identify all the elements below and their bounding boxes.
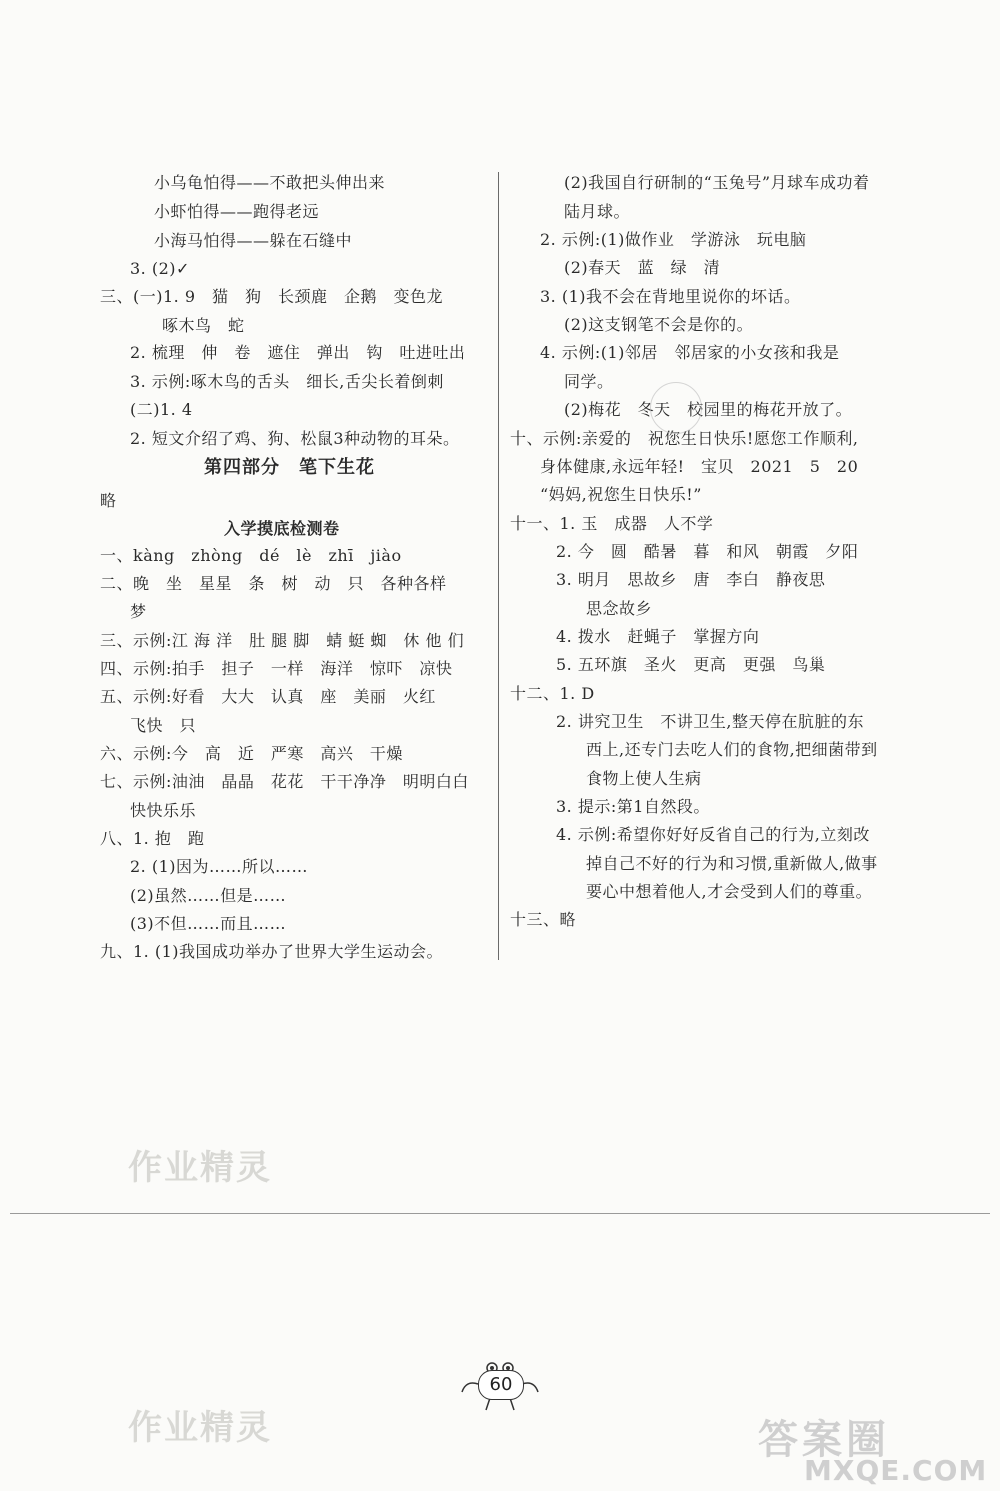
text-line: 2. 示例:(1)做作业 学游泳 玩电脑 [540,230,807,249]
text-line: 思念故乡 [586,599,653,618]
section-heading: 第四部分 笔下生花 [204,457,375,478]
text-line: 4. 拨水 赶蝇子 掌握方向 [556,627,760,646]
text-line: 2. 梳理 伸 卷 遮住 弹出 钩 吐进吐出 [130,343,466,362]
text-line: 小海马怕得——躲在石缝中 [154,231,353,250]
text-line: (2)这支钢笔不会是你的。 [564,315,754,334]
logo-text: 答案圈 [758,1417,890,1463]
text-line: 3. 明月 思故乡 唐 李白 静夜思 [556,570,826,589]
page-number: 60 [478,1370,524,1400]
text-line: 快快乐乐 [130,801,197,820]
page-number-badge [452,1362,548,1412]
text-line: 同学。 [564,372,614,391]
text-line: 略 [100,491,117,510]
text-line: 五、示例:好看 大大 认真 座 美丽 火红 [100,687,436,706]
text-line: 一、kàng zhòng dé lè zhī jiào [100,546,402,565]
text-line: 4. 示例:希望你好好反省自己的行为,立刻改 [556,825,870,844]
text-line: “妈妈,祝您生日快乐!” [540,485,702,504]
text-line: 小乌龟怕得——不敢把头伸出来 [154,173,386,192]
text-line: (3)不但……而且…… [130,914,287,933]
text-line: 5. 五环旗 圣火 更高 更强 鸟巢 [556,655,826,674]
text-line: 陆月球。 [564,202,631,221]
column-divider [498,172,499,960]
text-line: 掉自己不好的行为和习惯,重新做人,做事 [586,854,878,873]
text-line: (2)虽然……但是…… [130,886,287,905]
text-line: 六、示例:今 高 近 严寒 高兴 干燥 [100,744,403,763]
text-line: 四、示例:拍手 担子 一样 海洋 惊吓 凉快 [100,659,453,678]
text-line: 2. (1)因为……所以…… [130,857,309,876]
logo-url: MXQE.COM [804,1454,988,1487]
text-line: 3. (1)我不会在背地里说你的坏话。 [540,287,801,306]
text-line: 2. 短文介绍了鸡、狗、松鼠3种动物的耳朵。 [130,429,460,448]
text-line: 十三、略 [510,910,577,929]
text-line: 2. 讲究卫生 不讲卫生,整天停在肮脏的东 [556,712,864,731]
text-line: 十一、1. 玉 成器 人不学 [510,514,714,533]
text-line: 西上,还专门去吃人们的食物,把细菌带到 [586,740,878,759]
text-line: 3. 示例:啄木鸟的舌头 细长,舌尖长着倒刺 [130,372,444,391]
text-line: 小虾怕得——跑得老远 [154,202,320,221]
text-line: 二、晚 坐 星星 条 树 动 只 各种各样 [100,574,447,593]
text-line: 要心中想着他人,才会受到人们的尊重。 [586,882,873,901]
text-line: 八、1. 抱 跑 [100,829,205,848]
text-line: 十、示例:亲爱的 祝您生日快乐!愿您工作顺利, [510,429,859,448]
text-line: (二)1. 4 [130,400,193,419]
text-line: 食物上使人生病 [586,769,702,788]
text-line: 3. (2)✓ [130,259,190,278]
text-line: (2)梅花 冬天 校园里的梅花开放了。 [564,400,853,419]
text-line: (2)春天 蓝 绿 清 [564,258,721,277]
faint-stamp [650,382,702,434]
section-subheading: 入学摸底检测卷 [224,519,340,538]
text-line: 梦 [130,602,147,621]
corner-logo [738,1408,998,1488]
watermark-text: 作业精灵 [128,1148,272,1188]
text-line: 七、示例:油油 晶晶 花花 干干净净 明明白白 [100,772,469,791]
text-line: 三、示例:江 海 洋 肚 腿 脚 蜻 蜓 蜘 休 他 们 [100,631,465,650]
text-line: 2. 今 圆 酷暑 暮 和风 朝霞 夕阳 [556,542,859,561]
text-line: 九、1. (1)我国成功举办了世界大学生运动会。 [100,942,444,961]
text-line: 十二、1. D [510,684,595,703]
text-line: 三、(一)1. 9 猫 狗 长颈鹿 企鹅 变色龙 [100,287,444,306]
text-line: (2)我国自行研制的“玉兔号”月球车成功着 [564,173,870,192]
text-line: 4. 示例:(1)邻居 邻居家的小女孩和我是 [540,343,840,362]
text-line: 啄木鸟 蛇 [162,316,245,335]
text-line: 飞快 只 [130,716,197,735]
text-line: 身体健康,永远年轻! 宝贝 2021 5 20 [540,457,859,476]
horizontal-divider [10,1213,990,1214]
watermark-text: 作业精灵 [128,1408,272,1448]
text-line: 3. 提示:第1自然段。 [556,797,710,816]
